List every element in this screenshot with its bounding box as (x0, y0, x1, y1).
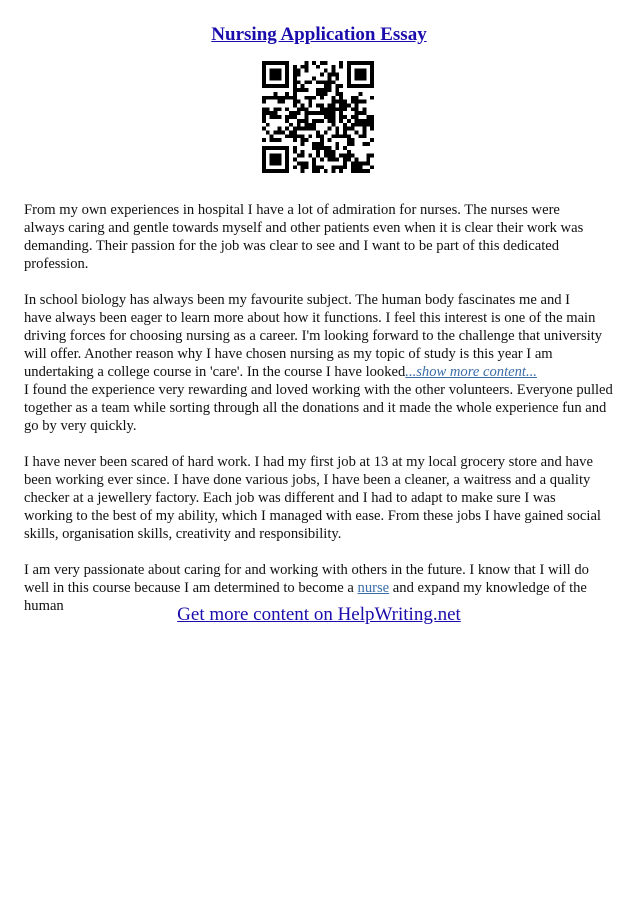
text-line: together as a team while sorting through all the donations and it made the whole experience fun and (24, 400, 607, 416)
text-line: profession. (24, 256, 89, 272)
text-line: been working ever since. I have done various jobs, I have been a cleaner, a waitress and a quality (24, 472, 591, 488)
paragraph-3 (24, 453, 616, 543)
text-line: skills, organisation skills, creativity and responsibility. (24, 526, 342, 542)
truncated-text: undertaking a college course in 'care'. In the course I have looked (24, 364, 406, 380)
text-line: working to the best of my ability, which I managed with ease. From these jobs I have gained social (24, 508, 601, 524)
paragraph-2 (24, 291, 616, 435)
nurse-link[interactable]: nurse (357, 580, 390, 596)
text-line: have always been eager to learn more about how it functions. I feel this interest is one of the main (24, 310, 596, 326)
document-title[interactable]: Nursing Application Essay (211, 24, 427, 45)
text-line: demanding. Their passion for the job was clear to see and I want to be part of this dedicated (24, 238, 560, 254)
text-line: go by very quickly. (24, 418, 137, 434)
paragraph-1 (24, 201, 616, 273)
text-line-truncated (24, 363, 616, 381)
show-more-link[interactable]: ...show more content... (405, 364, 537, 380)
get-more-content-link[interactable]: Get more content on HelpWriting.net (177, 604, 461, 625)
text-before-link: well in this course because I am determined to become a (24, 580, 358, 596)
text-after-link: and expand my knowledge of the (389, 580, 587, 596)
text-line: I found the experience very rewarding and loved working with the other volunteers. Everyone pulled (24, 382, 613, 398)
text-line: will offer. Another reason why I have chosen nursing as my topic of study is this year I am (24, 346, 553, 362)
text-line: always caring and gentle towards myself and other patients even when it is clear their work was (24, 220, 584, 236)
text-line-with-link (24, 579, 616, 597)
text-line: human (24, 598, 64, 614)
text-line: checker at a jewellery factory. Each job was different and I had to adapt to make sure I was (24, 490, 556, 506)
text-line: I am very passionate about caring for and working with others in the future. I know that I will do (24, 562, 589, 578)
text-line: From my own experiences in hospital I have a lot of admiration for nurses. The nurses were (24, 202, 560, 218)
essay-body (24, 201, 616, 633)
text-line: I have never been scared of hard work. I had my first job at 13 at my local grocery store and have (24, 454, 593, 470)
qr-code-icon (262, 61, 374, 173)
text-line: In school biology has always been my favourite subject. The human body fascinates me and I (24, 292, 571, 308)
text-line: driving forces for choosing nursing as a career. I'm looking forward to the challenge that university (24, 328, 603, 344)
